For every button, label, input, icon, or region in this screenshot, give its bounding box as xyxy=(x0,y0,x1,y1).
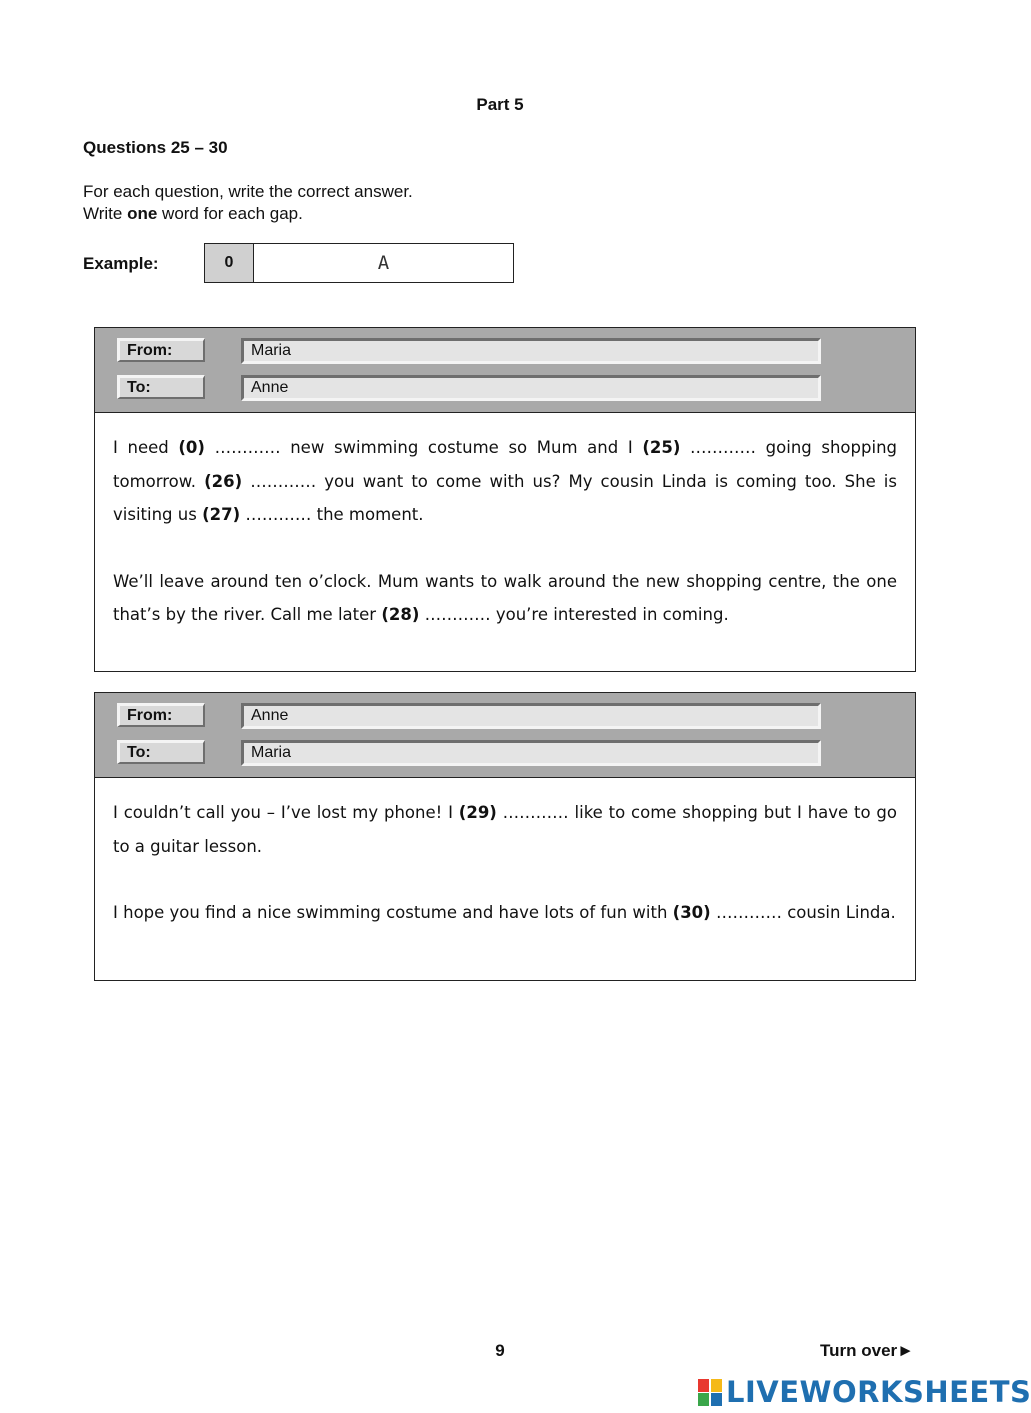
body-text: I hope you find a nice swimming costume and have lots of fun with xyxy=(113,903,673,922)
from-field: Maria xyxy=(241,338,821,364)
logo-mark-icon xyxy=(698,1377,724,1407)
email-body xyxy=(95,413,915,632)
email-maria-to-anne xyxy=(94,327,916,672)
email-paragraph xyxy=(113,896,897,930)
email-paragraph xyxy=(113,796,897,863)
body-text: I need xyxy=(113,438,179,457)
page-number: 9 xyxy=(495,1341,505,1360)
gap-number: (29) xyxy=(458,803,497,822)
example-answer: A xyxy=(377,252,390,274)
questions-title: Questions 25 – 30 xyxy=(83,138,228,157)
body-text: ………… new swimming costume so Mum and I xyxy=(204,438,643,457)
email-paragraph xyxy=(113,565,897,632)
body-text: We’ll leave around ten o’clock. Mum wants to walk around the new shopping centre, the one that’s by the river. Call me later xyxy=(113,571,897,624)
instruction-text: word for each gap. xyxy=(157,204,303,223)
email-header xyxy=(95,328,915,413)
logo-text: LIVEWORKSHEETS xyxy=(726,1375,1031,1409)
gap-number: (0) xyxy=(178,438,205,457)
instructions xyxy=(83,181,413,225)
body-text: I couldn’t call you – I’ve lost my phone! I xyxy=(113,803,459,822)
email-paragraph xyxy=(113,431,897,532)
gap-number: (25) xyxy=(642,438,681,457)
example-answer-box xyxy=(204,243,514,283)
body-text: ………… cousin Linda. xyxy=(710,903,896,922)
body-text: ………… like to come shopping but I have to go to a guitar lesson. xyxy=(113,803,897,856)
body-text: ………… the moment. xyxy=(240,505,424,524)
from-label: From: xyxy=(117,703,205,727)
instruction-text: Write xyxy=(83,204,128,223)
turn-over-label: Turn over► xyxy=(820,1341,914,1360)
to-label: To: xyxy=(117,375,205,399)
liveworksheets-logo xyxy=(698,1376,1031,1408)
email-body xyxy=(95,778,915,930)
part-title: Part 5 xyxy=(476,95,524,114)
from-field: Anne xyxy=(241,703,821,729)
email-anne-to-maria xyxy=(94,692,916,981)
email-header xyxy=(95,693,915,778)
body-text: ………… you’re interested in coming. xyxy=(419,605,729,624)
from-label: From: xyxy=(117,338,205,362)
gap-number: (30) xyxy=(672,903,711,922)
instruction-line-1: For each question, write the correct answer. xyxy=(83,182,413,201)
instruction-line-2 xyxy=(83,203,413,225)
instruction-emphasis: one xyxy=(127,204,158,223)
example-label: Example: xyxy=(83,254,159,273)
to-field: Maria xyxy=(241,740,821,766)
body-text: ………… going shopping tomorrow. xyxy=(113,438,897,491)
to-label: To: xyxy=(117,740,205,764)
body-text: ………… you want to come with us? My cousin Linda is coming too. She is visiting us xyxy=(113,471,897,524)
to-field: Anne xyxy=(241,375,821,401)
gap-number: (28) xyxy=(381,605,420,624)
gap-number: (26) xyxy=(204,471,243,491)
gap-number: (27) xyxy=(202,505,241,524)
example-number: 0 xyxy=(205,244,254,282)
